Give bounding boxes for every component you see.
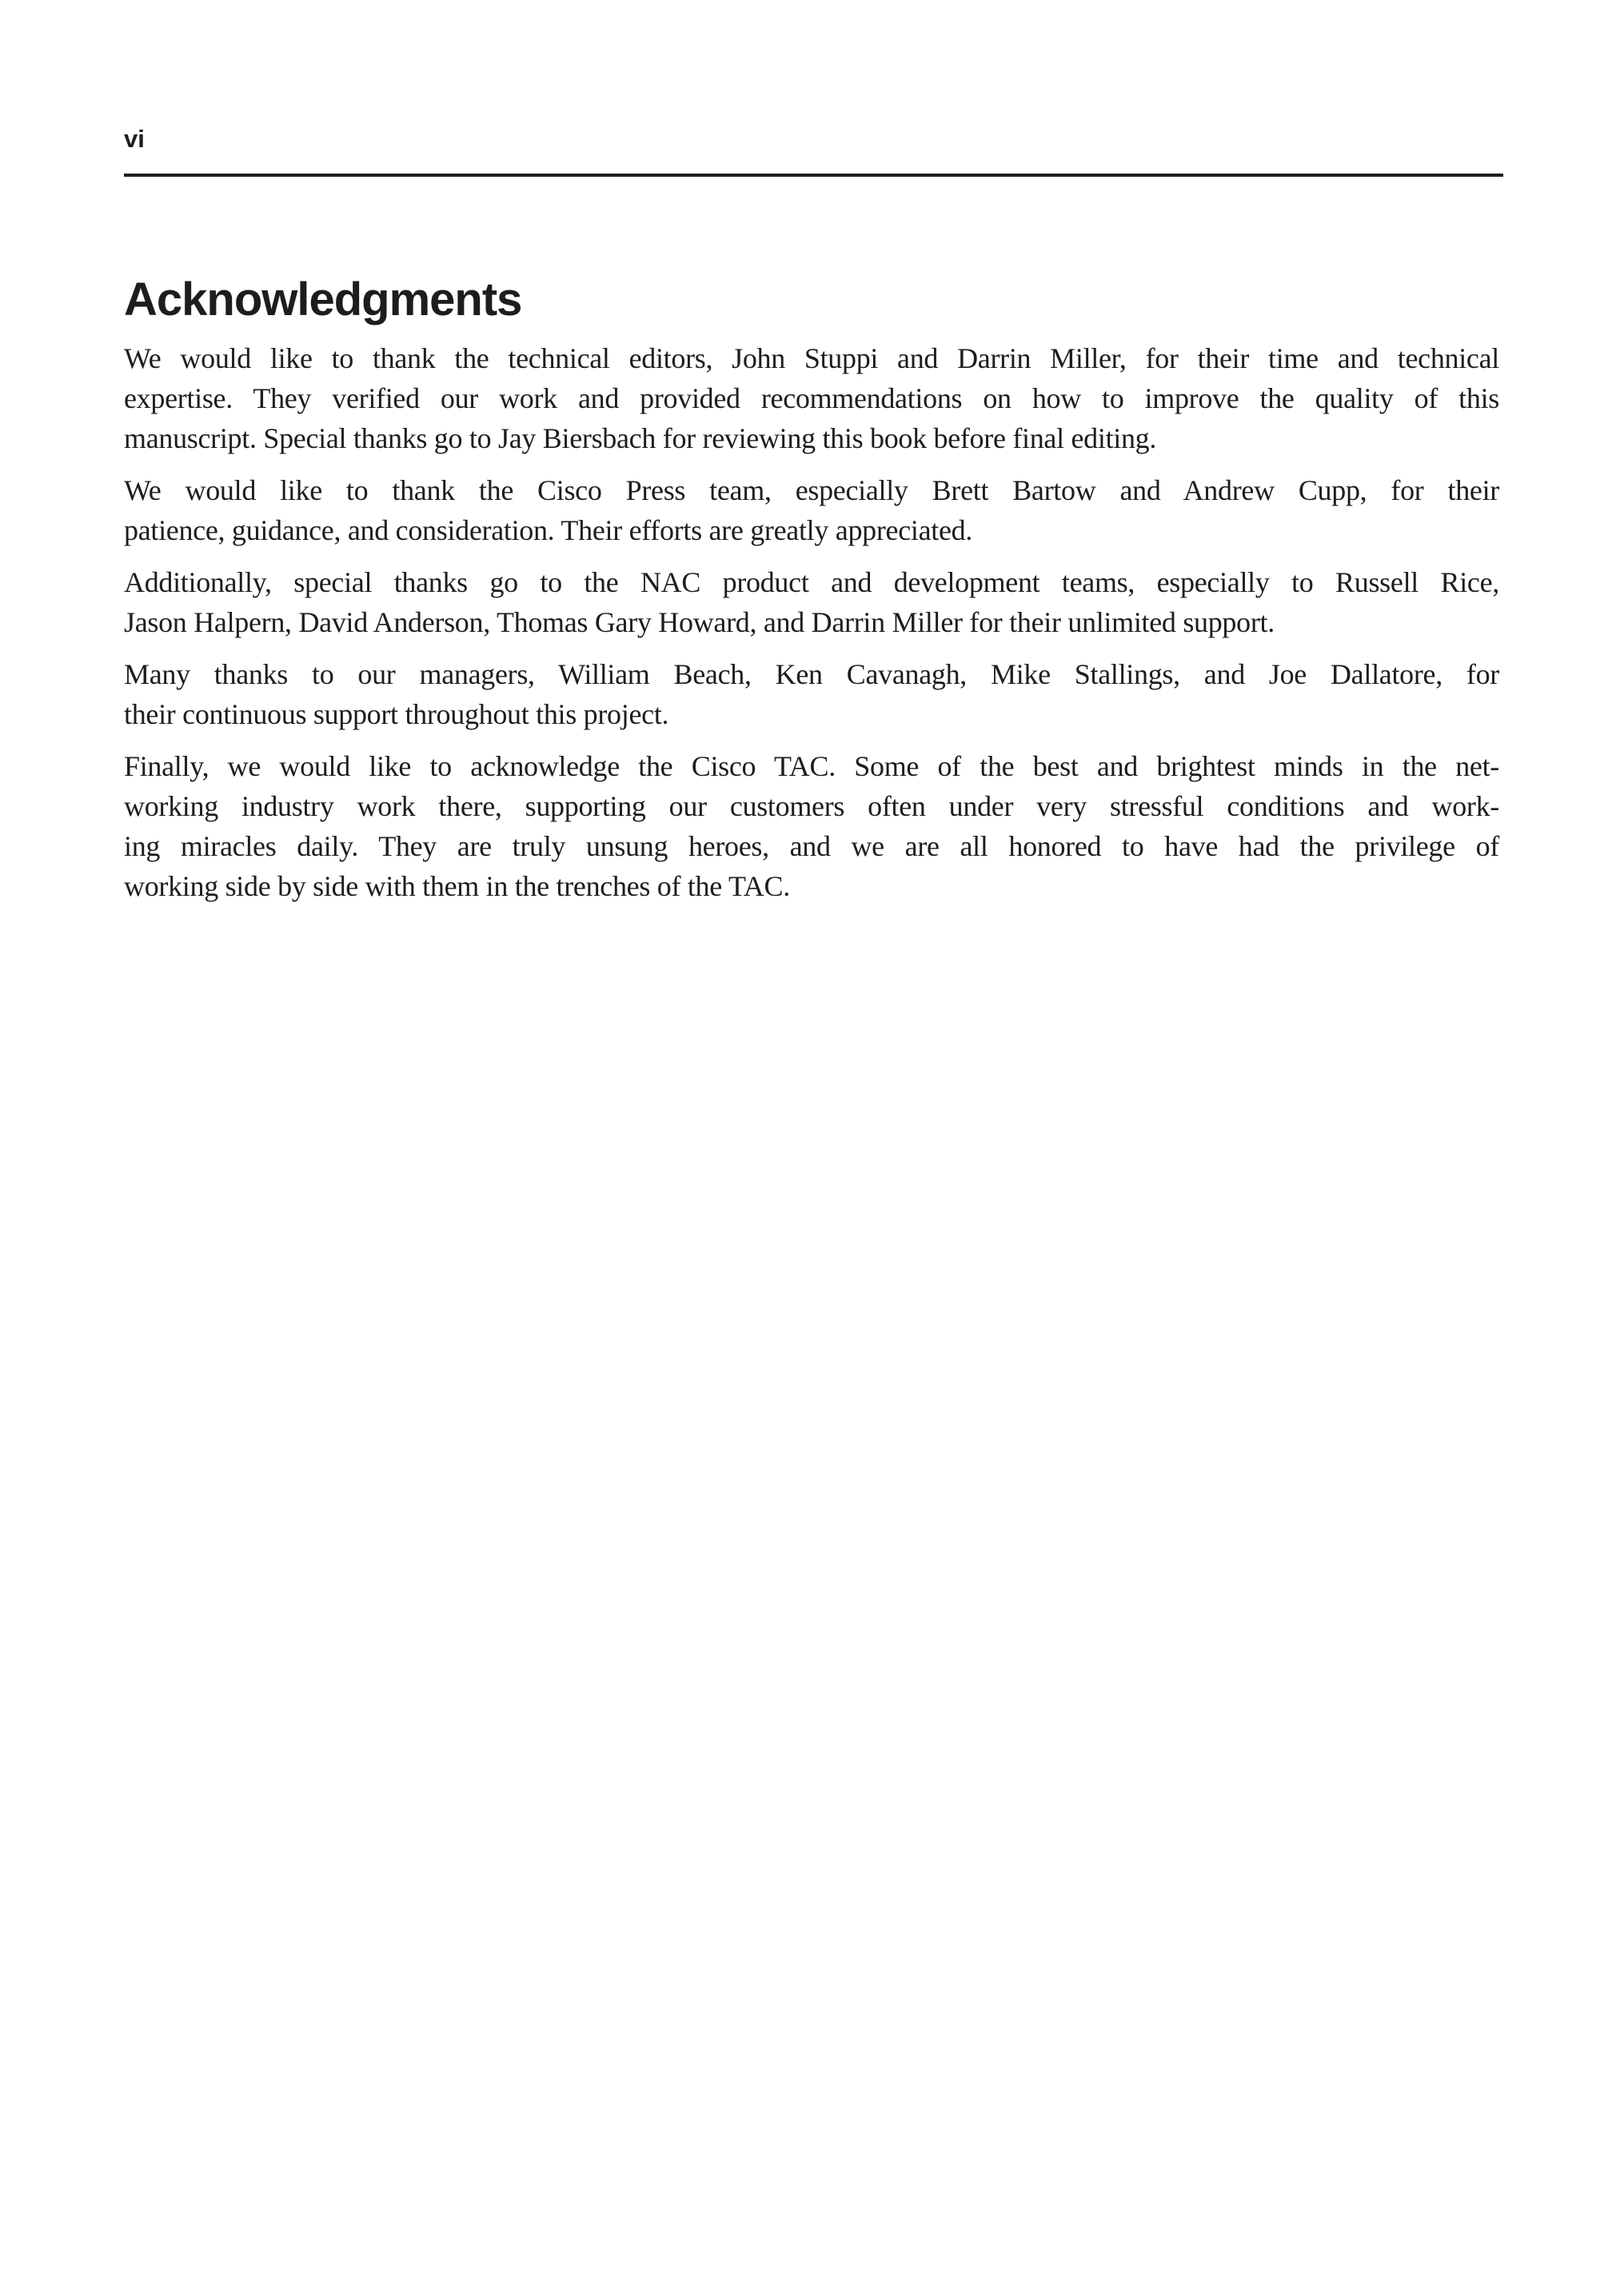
header-rule (124, 174, 1503, 177)
paragraph (124, 746, 1499, 906)
paragraph-line: Jason Halpern, David Anderson, Thomas Gary Howard, and Darrin Miller for their unlimited support. (124, 606, 1275, 638)
page-title: Acknowledgments (124, 274, 522, 326)
paragraph-line: ing miracles daily. They are truly unsung heroes, and we are all honored to have had the privilege of (124, 830, 1499, 862)
paragraph (124, 654, 1499, 734)
paragraph-line: working side by side with them in the trenches of the TAC. (124, 870, 790, 902)
paragraph-line: expertise. They verified our work and provided recommendations on how to improve the quality of this (124, 382, 1499, 414)
page-number: vi (124, 125, 145, 153)
paragraph-line: We would like to thank the technical editors, John Stuppi and Darrin Miller, for their time and technical (124, 342, 1499, 374)
paragraph (124, 562, 1499, 642)
paragraph-line: patience, guidance, and consideration. Their efforts are greatly appreciated. (124, 514, 973, 546)
paragraph-line: We would like to thank the Cisco Press team, especially Brett Bartow and Andrew Cupp, for their (124, 474, 1499, 506)
paragraph-line: their continuous support throughout this project. (124, 698, 669, 730)
paragraph-line: Additionally, special thanks go to the NAC product and development teams, especially to Russell Rice, (124, 566, 1499, 598)
paragraph-line: Many thanks to our managers, William Beach, Ken Cavanagh, Mike Stallings, and Joe Dallatore, for (124, 658, 1499, 690)
paragraph-line: Finally, we would like to acknowledge the Cisco TAC. Some of the best and brightest minds in the net- (124, 750, 1499, 782)
paragraph (124, 470, 1499, 550)
paragraph-line: working industry work there, supporting our customers often under very stressful conditions and work- (124, 790, 1499, 822)
paragraph-line: manuscript. Special thanks go to Jay Biersbach for reviewing this book before final editing. (124, 422, 1157, 454)
body-text (124, 338, 1499, 918)
paragraph (124, 338, 1499, 458)
